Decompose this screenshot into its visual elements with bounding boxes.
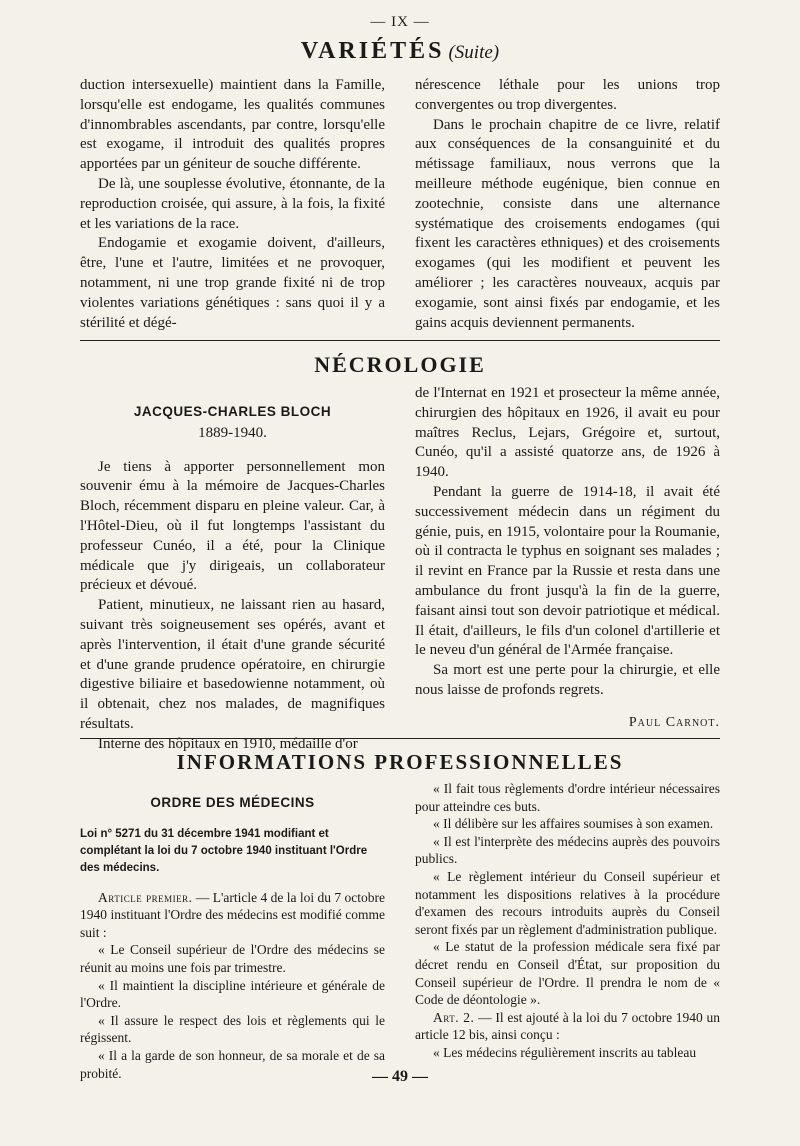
paragraph: Dans le prochain chapitre de ce livre, relatif aux conséquences de la consanguinité et du métissage familiaux, nous verrons que la meilleure méthode eugénique, bien connue en zootechnie, consiste dans une alternance systématique des croisements endogames (qui fixent les caractères ethniques) et des croisements exogames (qui les modifient et peuvent les améliorer ; les caractères nouveaux, acquis par exogamie, sont ainsi fixés par endogamie, et les gains acquis deviennent permanents. [415, 116, 720, 331]
paragraph: Sa mort est une perte pour la chirurgie, et elle nous laisse de profonds regrets. [415, 662, 720, 698]
informations-left-column [80, 794, 385, 1082]
quote: « Le Conseil supérieur de l'Ordre des médecins se réunit au moins une fois par trimestre. [80, 942, 385, 975]
varietes-heading [0, 38, 800, 65]
paragraph: Endogamie et exogamie doivent, d'ailleurs, être, l'une et l'autre, limitées et ne provoquer, notamment, ni une trop grande fixité ni de trop violentes variations génétiques : sans quoi il y a stérilité et dégé- [80, 235, 385, 331]
quote: « Il est l'interprète des médecins auprès des pouvoirs publics. [415, 833, 720, 867]
quote: « Les médecins régulièrement inscrits au tableau [433, 1044, 697, 1060]
article-2-label: Art. 2. [433, 1009, 475, 1025]
article-1-label: Article premier. [98, 889, 193, 905]
paragraph: Pendant la guerre de 1914-18, il avait été successivement médecin dans un régiment du génie, puis, en 1915, volontaire pour la Roumanie, où il contracta le typhus en soignant ses malades ; il revint en France par la Russie et resta dans une ambulance du front jusqu'à la fin de la guerre, faisant ainsi tout son devoir patriotique et médical. Il était, d'ailleurs, le fils d'un colonel d'artillerie et le neveu d'un général de l'Armée française. [415, 483, 720, 659]
necrologie-title: NÉCROLOGIE [314, 352, 486, 377]
article-1 [80, 889, 385, 942]
quote: « Il délibère sur les affaires soumises à son examen. [433, 816, 714, 832]
paragraph: De là, une souplesse évolutive, étonnante, de la reproduction croisée, qui assure, à la fois, la fixité et les variations de la race. [80, 175, 385, 232]
person-name: JACQUES-CHARLES BLOCH [133, 404, 332, 419]
quote: « Il assure le respect des lois et règlements qui le régissent. [80, 1012, 385, 1046]
varietes-left-column [80, 76, 385, 333]
quote: « Il maintient la discipline intérieure et générale de l'Ordre. [80, 977, 385, 1011]
varietes-title: VARIÉTÉS [300, 38, 445, 64]
paragraph: Interne des hôpitaux en 1910, médaille d'or [98, 735, 358, 752]
informations-right-column [415, 780, 720, 1062]
informations-title: INFORMATIONS PROFESSIONNELLES [176, 750, 624, 774]
varietes-suite: (Suite) [448, 42, 500, 63]
article-1-text: — L'article 4 de la loi du 7 octobre 1940 instituant l'Ordre des médecins est modifié comme suit : [80, 889, 385, 940]
quote: « Le statut de la profession médicale sera fixé par décret rendu en Conseil d'État, sur proposition du Conseil supérieur de l'Ordre. Il prendra le nom de « Code de déontologie ». [415, 939, 720, 1008]
article-2 [415, 1009, 720, 1044]
quote: « Il fait tous règlements d'ordre intérieur nécessaires pour atteindre ces buts. [415, 781, 720, 814]
page-number: — 49 — [372, 1068, 428, 1085]
person-years: 1889-1940. [198, 424, 267, 441]
section-divider [80, 340, 720, 341]
section-divider [80, 738, 720, 739]
quote: « Il a la garde de son honneur, de sa morale et de sa probité. [80, 1047, 385, 1081]
paragraph: de l'Internat en 1921 et prosecteur la même année, chirurgien des hôpitaux en 1926, il avait eu pour maîtres Reclus, Lejars, Grégoire et, surtout, Cunéo, qu'il a assisté quatorze ans, de 1926 à 1940. [415, 385, 720, 481]
paragraph: nérescence léthale pour les unions trop convergentes ou trop divergentes. [415, 77, 720, 113]
ordre-subtitle: ORDRE DES MÉDECINS [150, 795, 315, 810]
paragraph: Je tiens à apporter personnellement mon souvenir ému à la mémoire de Jacques-Charles Bloch, récemment disparu en pleine valeur. Car, à l'Hôtel-Dieu, où il fut longtemps l'assistant du professeur Cunéo, il a été, pour la Clinique médicale que j'y dirigeais, un collaborateur précieux et dévoué. [80, 458, 385, 594]
page-roman-numeral: — IX — [370, 14, 430, 30]
necrologie-right-column [415, 384, 720, 733]
paragraph: Patient, minutieux, ne laissant rien au hasard, suivant très soigneusement ses opérés, avant et après l'intervention, il était d'une grande sécurité et d'une grande prudence opératoire, en chirurgie digestive biliaire et basedowienne notamment, où il obtenait, chez nos malades, de magnifiques résultats. [80, 597, 385, 732]
quote: « Le règlement intérieur du Conseil supérieur et notamment les dispositions relatives à la procédure d'examen des recours introduits auprès du Conseil seront fixés par un règlement d'administration publique. [415, 868, 720, 937]
signature: Paul Carnot. [628, 714, 720, 730]
article-2-text: — Il est ajouté à la loi du 7 octobre 1940 un article 12 bis, ainsi conçu : [415, 1009, 720, 1043]
necrologie-left-column [80, 402, 385, 755]
law-title: Loi n° 5271 du 31 décembre 1941 modifiant et complétant la loi du 7 octobre 1940 instituant l'Ordre des médecins. [80, 827, 368, 874]
paragraph: duction intersexuelle) maintient dans la Famille, lorsqu'elle est endogame, les qualités communes d'innombrables ascendants, par contre, lorsqu'elle est exogame, il introduit des qualités propres apportées par un géniteur de souche différente. [80, 77, 385, 173]
varietes-right-column [415, 76, 720, 333]
